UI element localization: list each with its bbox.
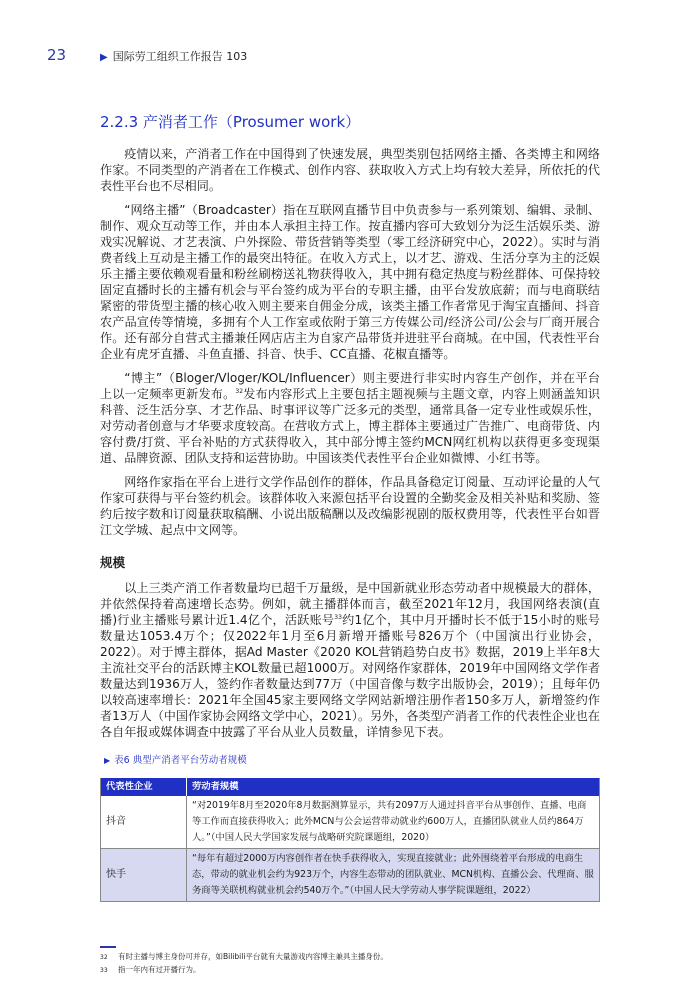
- paragraph-blogger: [100, 370, 600, 466]
- page-content: [100, 0, 600, 1007]
- scale-cell: “对2019年8月至2020年8月数据测算显示，共有2097万人通过抖音平台从事创作、直播、电商等工作而直接获得收入；此外MCN与公会运营带动就业约600万人，直播团队就业人员约864万人。”（中国人民大学国家发展与战略研究院课题组，2020）: [187, 796, 600, 849]
- triangle-icon: ▶: [100, 52, 108, 63]
- triangle-icon: ▶: [104, 756, 111, 765]
- company-cell: 抖音: [101, 796, 187, 849]
- footnote-number: 32: [100, 954, 108, 961]
- footnote-number: 33: [100, 967, 108, 974]
- prosumer-scale-table: [100, 778, 600, 902]
- company-cell: 快手: [101, 849, 187, 902]
- table-row: [101, 796, 600, 849]
- scale-cell: “每年有超过2000万内容创作者在快手获得收入，实现直接就业；此外围绕着平台形成的电商生态，带动的就业机会约为923万个，内容生态带动的团队就业、MCN机构、直播公会、代理商、服务商等关联机构就业机会约540万个。”（中国人民大学劳动人事学院课题组，2022）: [187, 849, 600, 902]
- scale-text-1: 以上三类产消工作者数量均已超千万量级，是中国新就业形态劳动者中规模最大的群体，并依然保持着高速增长态势。例如，就主播群体而言，截至2021年12月，我国网络表演(直播)行业主播账号累计近1.4亿个，活跃账号: [100, 581, 600, 627]
- table-caption: [104, 754, 600, 768]
- header-company: 代表性企业: [101, 778, 187, 796]
- paragraph-broadcaster: “网络主播”（Broadcaster）指在互联网直播节目中负责参与一系列策划、编辑、录制、制作、观众互动等工作，并由本人承担主持工作。按直播内容可大致划分为泛生活娱乐类、游戏实况解说、才艺表演、户外探险、带货营销等类型（零工经济研究中心，2022）。实时与消费者线上互动是主播工作的最突出特征。在收入方式上，以才艺、游戏、生活分享为主的泛娱乐主播主要依赖观看量和粉丝刷榜送礼物获得收入，其中拥有稳定热度与粉丝群体、可保持较固定直播时长的主播有机会与平台签约成为平台的专职主播，由平台发放底薪；而与电商联结紧密的带货型主播的核心收入则主要来自佣金分成，该类主播工作者常见于淘宝直播间、抖音农产品宣传等情境，多拥有个人工作室或依附于第三方传媒公司/经济公司/公会与厂商开展合作。还有部分自营式主播兼任网店店主为自家产品带货并进驻平台商城。在中国，代表性平台企业有虎牙直播、斗鱼直播、抖音、快手、CC直播、花椒直播等。: [100, 203, 600, 361]
- scale-text-2: 约1亿个，其中月开播时长不低于15小时的账号数量达1053.4万个；仅2022年1月至6月新增开播账号826万个（中国演出行业协会，2022）。对于博主群体，据Ad Master《2020 KOL营销趋势白皮书》数据，2019上半年8大主流社交平台的活跃博主KOL数量已超1000万。对网络作家群体，2019年中国网络文学作者数量达到1936万人，签约作者数量达到77万（中国音像与数字出版协会，2019）；且每年仍以较高速率增长：2021年全国45家主要网络文学网站新增注册作者150多万人，新增签约作者13万人（中国作家协会网络文学中心，2021）。另外，各类型产消者工作的代表性企业也在各自年报或媒体调查中披露了平台从业人员数量，详情参见下表。: [100, 613, 601, 739]
- footnote-ref-33[interactable]: 33: [334, 613, 342, 621]
- header-scale: 劳动者规模: [187, 778, 600, 796]
- scale-heading: 规模: [100, 555, 126, 570]
- footnote-33: [100, 964, 600, 977]
- page-number: 23: [47, 46, 67, 64]
- footnote-32: [100, 951, 600, 964]
- footnote-text: 有时主播与博主身份可并存，如Bilibili平台就有大量游戏内容博主兼具主播身份。: [118, 952, 388, 961]
- table-row: [101, 849, 600, 902]
- running-title: 国际劳工组织工作报告 103: [112, 50, 248, 63]
- caption-text: 表6 典型产消者平台劳动者规模: [114, 755, 247, 766]
- blogger-text-1: “博主”（Bloger/Vloger/KOL/Influencer）则主要进行非实时内容生产创作，并在平台上以一定频率更新发布。: [100, 371, 600, 401]
- footnote-divider: [100, 946, 116, 948]
- footnote-text: 指一年内有过开播行为。: [118, 965, 201, 974]
- paragraph-writer: 网络作家指在平台上进行文学作品创作的群体，作品具备稳定订阅量、互动评论量的人气作家可获得与平台签约机会。该群体收入来源包括平台设置的全勤奖金及相关补贴和奖励、签约后按字数和订阅量获取稿酬、小说出版稿酬以及改编影视剧的版权费用等，代表性平台如晋江文学城、起点中文网等。: [100, 475, 600, 537]
- section-title: 2.2.3 产消者工作（Prosumer work）: [100, 113, 361, 131]
- footnote-ref-32[interactable]: 32: [235, 387, 244, 395]
- blogger-text-2: 发布内容形式上主要包括主题视频与主题文章，内容上则涵盖知识科普、泛生活分享、才艺作品、时事评议等广泛多元的类型，通常具备一定专业性或娱乐性，对劳动者创意与才华要求度较高。在营收方式上，博主群体主要通过广告推广、电商带货、内容付费/打赏、平台补贴的方式获得收入，其中部分博主签约MCN网红机构以获得更多变现渠道、品牌资源、团队支持和运营协助。中国该类代表性平台企业如微博、小红书等。: [100, 387, 600, 465]
- paragraph-scale: [100, 580, 600, 740]
- paragraph-intro: 疫情以来，产消者工作在中国得到了快速发展，典型类别包括网络主播、各类博主和网络作家。不同类型的产消者在工作模式、创作内容、获取收入方式上均有较大差异，所依托的代表性平台也不尽相同。: [100, 147, 600, 193]
- table-header-row: [101, 778, 600, 796]
